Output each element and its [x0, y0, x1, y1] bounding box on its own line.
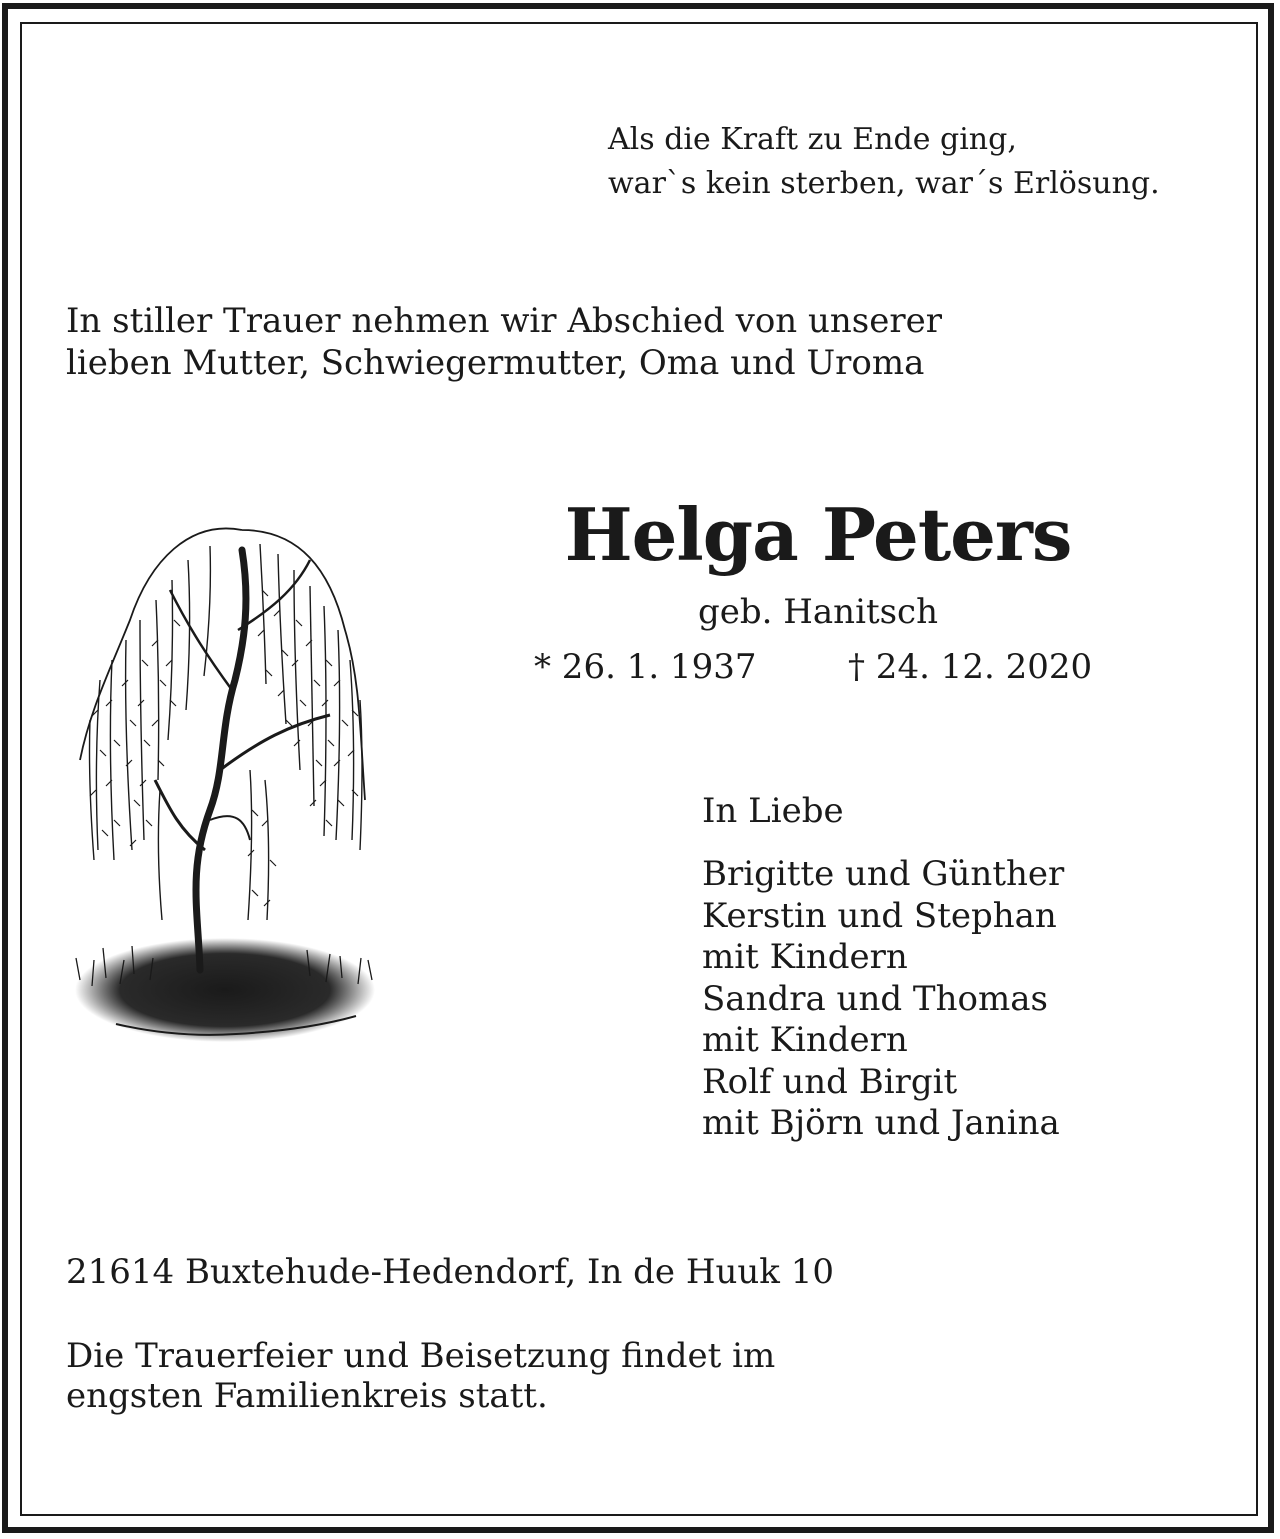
mourner-line: Kerstin und Stephan [702, 895, 1057, 936]
ceremony-line: Die Trauerfeier und Beisetzung findet im [66, 1336, 776, 1376]
maiden-name: geb. Hanitsch [697, 592, 938, 632]
motto-line: war`s kein sterben, war´s Erlösung. [608, 166, 1160, 201]
mourner-line: Brigitte und Günther [702, 854, 1065, 894]
mourners-list [702, 854, 1064, 1145]
motto-line: Als die Kraft zu Ende ging, [608, 122, 1017, 157]
deceased-name: Helga Peters [564, 492, 1072, 577]
intro-line: In stiller Trauer nehmen wir Abschied von unserer [66, 301, 942, 341]
mourner-line: mit Kindern [702, 1020, 908, 1060]
mourner-line: mit Kindern [702, 937, 908, 977]
birth-date: * 26. 1. 1937 [534, 647, 757, 687]
mourner-line: mit Björn und Janina [702, 1103, 1060, 1143]
death-date: † 24. 12. 2020 [848, 647, 1093, 687]
weeping-willow-icon [60, 510, 400, 1090]
intro-line: lieben Mutter, Schwiegermutter, Oma und Uroma [66, 343, 925, 383]
intro-text [66, 300, 942, 384]
ceremony-note [66, 1336, 775, 1416]
motto [608, 118, 1160, 206]
mourners-heading: In Liebe [702, 791, 844, 831]
address: 21614 Buxtehude-Hedendorf, In de Huuk 10 [66, 1252, 834, 1292]
mourner-line: Rolf und Birgit [702, 1061, 958, 1102]
mourner-line: Sandra und Thomas [702, 978, 1048, 1019]
ceremony-line: engsten Familienkreis statt. [66, 1376, 548, 1416]
